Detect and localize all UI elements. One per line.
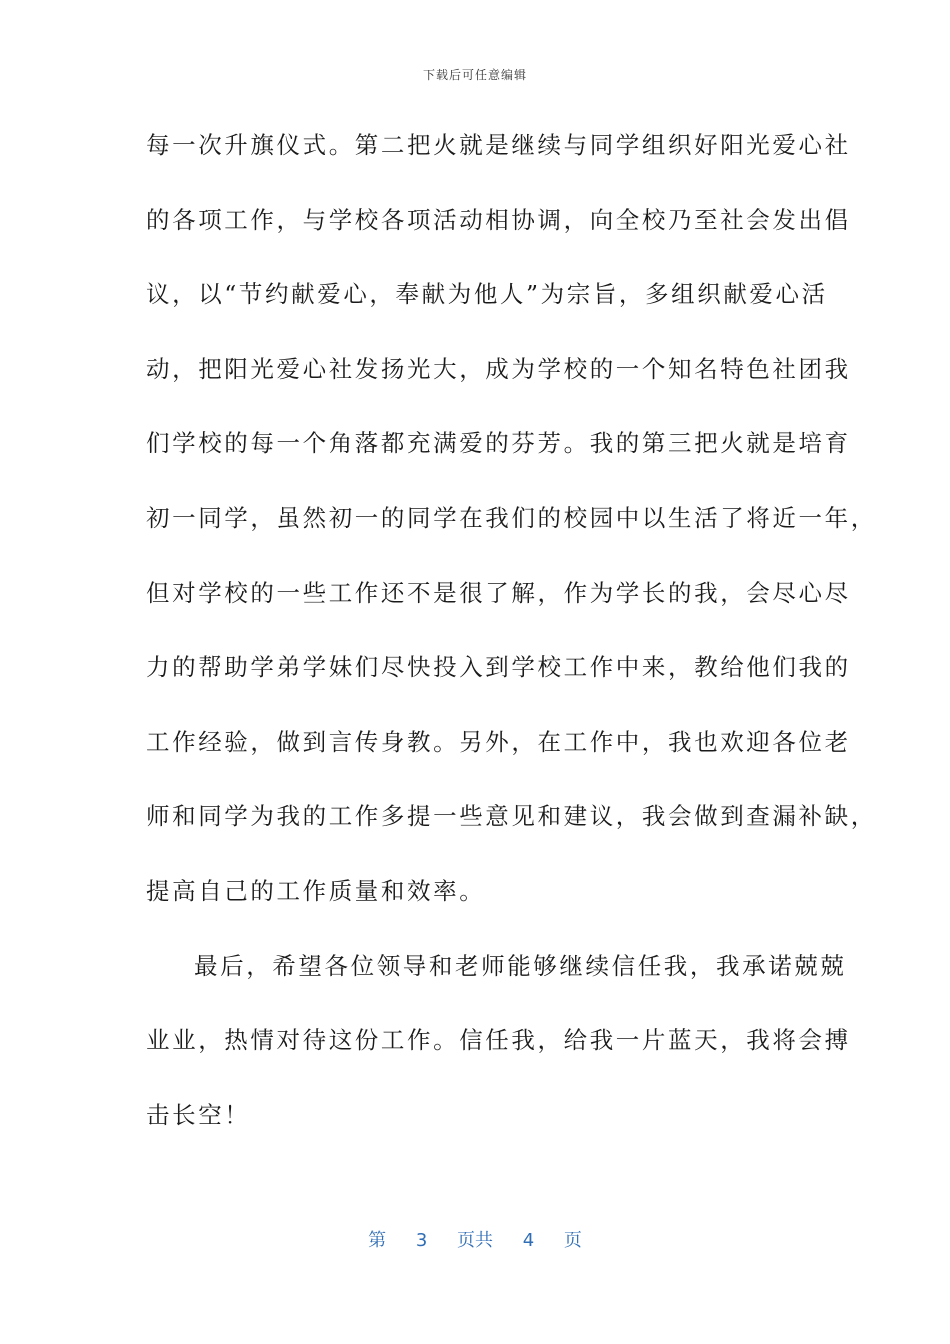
paragraph-1 (146, 124, 877, 945)
document-body (146, 124, 877, 1168)
text-line: 工作经验，做到言传身教。另外，在工作中，我也欢迎各位老 (146, 727, 851, 756)
header-note: 下载后可任意编辑 (422, 68, 527, 82)
text-line: 的各项工作，与学校各项活动相协调，向全校乃至社会发出倡 (146, 205, 851, 234)
page-label-middle: 页共 (457, 1230, 493, 1251)
text-line: 初一同学，虽然初一的同学在我们的校园中以生活了将近一年， (146, 503, 877, 532)
text-line: 师和同学为我的工作多提一些意见和建议，我会做到查漏补缺， (146, 802, 877, 831)
text-line: 击长空！ (146, 1100, 251, 1129)
text-line: 但对学校的一些工作还不是很了解，作为学长的我，会尽心尽 (146, 578, 851, 607)
page-footer (0, 1226, 950, 1252)
text-line: 每一次升旗仪式。第二把火就是继续与同学组织好阳光爱心社 (146, 131, 851, 159)
page-label-prefix: 第 (368, 1230, 387, 1251)
text-line: 业业，热情对待这份工作。信任我，给我一片蓝天，我将会搏 (146, 1026, 851, 1055)
text-line: 力的帮助学弟学妹们尽快投入到学校工作中来，教给他们我的 (146, 653, 851, 682)
page-label-suffix: 页 (563, 1230, 582, 1251)
paragraph-2 (146, 945, 851, 1169)
text-line: 议，以“节约献爱心，奉献为他人”为宗旨，多组织献爱心活 (146, 280, 828, 309)
page-current-number: 3 (415, 1230, 428, 1251)
page-total-number: 4 (522, 1230, 535, 1251)
text-line: 提高自己的工作质量和效率。 (146, 876, 486, 905)
text-line: 最后，希望各位领导和老师能够继续信任我，我承诺兢兢 (194, 951, 847, 980)
text-line: 们学校的每一个角落都充满爱的芬芳。我的第三把火就是培育 (146, 429, 851, 458)
text-line: 动，把阳光爱心社发扬光大，成为学校的一个知名特色社团我 (146, 354, 851, 383)
